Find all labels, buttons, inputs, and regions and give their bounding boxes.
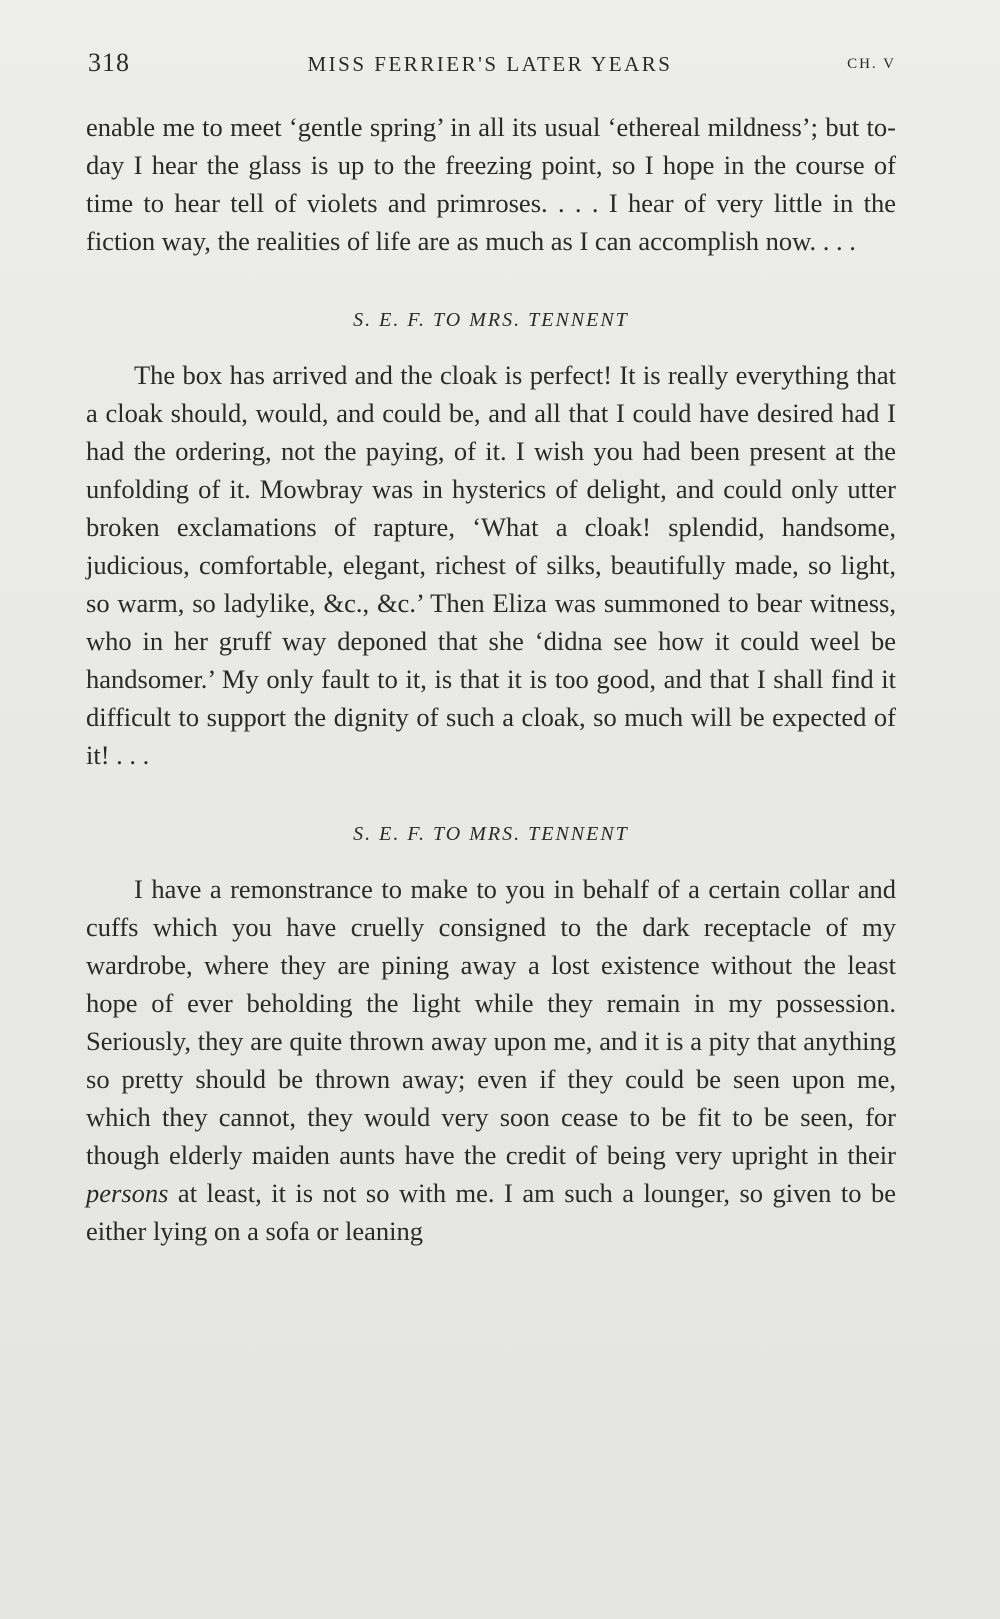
letter-paragraph: The box has arrived and the cloak is perfect! It is really everything that a cloak should, would, and could be, and all that I could have desired had I had the ordering, not the paying, of it. I wish you had been present at the unfolding of it. Mowbray was in hysterics of delight, and could only utter broken exclamations of rapture, ‘What a cloak! splendid, handsome, judicious, comfortable, elegant, richest of silks, beautifully made, so light, so warm, so ladylike, &c., &c.’ Then Eliza was summoned to bear witness, who in her gruff way deponed that she ‘didna see how it could weel be handsomer.’ My only fault to it, is that it is too good, and that I shall find it difficult to support the dignity of such a cloak, so much will be expected of it! . . . [86,360,896,770]
running-title: MISS FERRIER'S LATER YEARS [307,52,673,76]
paragraph-text: I have a remonstrance to make to you in behalf of a certain collar and cuffs which you have cruelly consigned to the dark receptacle of my wardrobe, where they are pining away a lost existence without the least hope of ever beholding the light while they remain in my possession. Seriously, they are quite thrown away upon me, and it is a pity that anything so pretty should be thrown away; even if they could be seen upon me, which they cannot, they would very soon cease to be fit to be seen, for though elderly maiden aunts have the credit of being very upright in their [86,874,896,1170]
letter-heading: S. E. F. TO MRS. TENNENT [353,309,629,331]
italic-word: persons [86,1178,169,1208]
page-body [86,108,896,1250]
letter-heading: S. E. F. TO MRS. TENNENT [353,823,629,845]
page-number: 318 [88,48,130,77]
paragraph-text: at least, it is not so with me. I am such a lounger, so given to be either lying on a sofa or leaning [86,1178,896,1246]
paragraph-continued: enable me to meet ‘gentle spring’ in all its usual ‘ethereal mildness’; but to-day I hear the glass is up to the freezing point, so I hope in the course of time to hear tell of violets and primroses. . . . I hear of very little in the fiction way, the realities of life are as much as I can accomplish now. . . . [86,112,896,256]
chapter-marker: CH. V [847,56,896,72]
letter-paragraph [86,870,896,1250]
page-header [84,44,896,84]
